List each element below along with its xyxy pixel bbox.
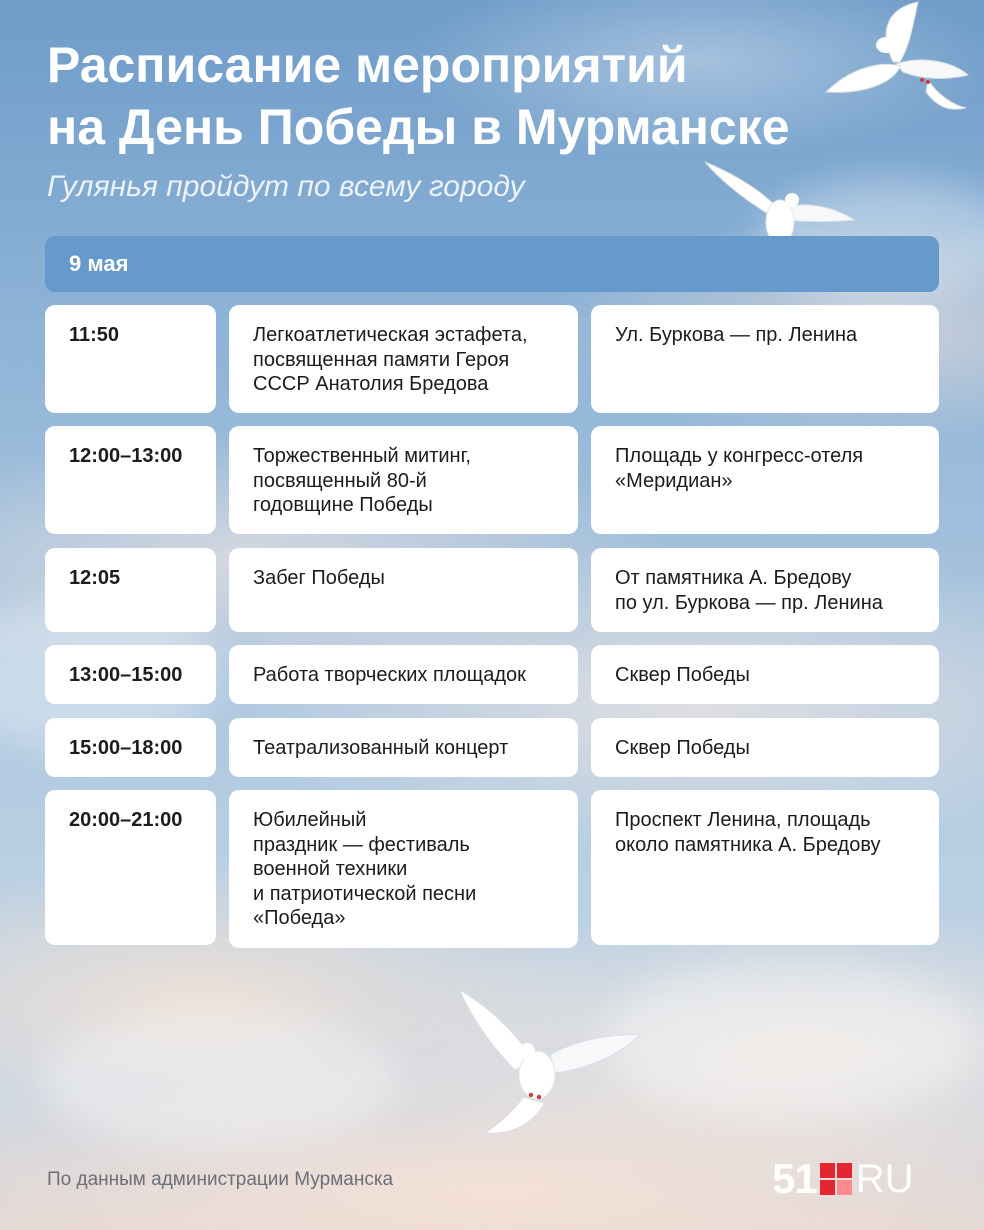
schedule-row [45, 548, 939, 632]
row-place: Площадь у конгресс-отеля «Меридиан» [591, 426, 939, 534]
logo-number: 51 [772, 1155, 817, 1202]
row-time: 20:00–21:00 [45, 790, 216, 945]
row-place: Сквер Победы [591, 718, 939, 777]
row-event: Театрализованный концерт [229, 718, 578, 777]
title-line: Расписание мероприятий [47, 37, 688, 93]
row-event: Легкоатлетическая эстафета, посвященная памяти Героя СССР Анатолия Бредова [229, 305, 578, 413]
dove-icon [818, 0, 973, 115]
page-title [47, 34, 790, 158]
schedule-row [45, 426, 939, 534]
schedule-row [45, 718, 939, 777]
day-header: 9 мая [45, 236, 939, 292]
logo-suffix: RU [855, 1156, 914, 1201]
cloud-decoration [40, 1010, 400, 1150]
schedule-row [45, 790, 939, 948]
row-event: Торжественный митинг, посвященный 80-й годовщине Победы [229, 426, 578, 534]
row-event: Работа творческих площадок [229, 645, 578, 704]
row-event: Юбилейный праздник — фестиваль военной техники и патриотической песни «Победа» [229, 790, 578, 948]
source-note: По данным администрации Мурманска [47, 1169, 394, 1190]
row-place: От памятника А. Бредову по ул. Буркова — пр. Ленина [591, 548, 939, 632]
row-time: 15:00–18:00 [45, 718, 216, 777]
row-time: 13:00–15:00 [45, 645, 216, 704]
logo-mark-icon [820, 1163, 852, 1195]
row-time: 11:50 [45, 305, 216, 413]
row-time: 12:00–13:00 [45, 426, 216, 534]
row-time: 12:05 [45, 548, 216, 632]
site-logo[interactable] [772, 1157, 914, 1201]
row-event: Забег Победы [229, 548, 578, 632]
page-subtitle: Гулянья пройдут по всему городу [47, 170, 525, 203]
title-line: на День Победы в Мурманске [47, 99, 790, 155]
row-place: Проспект Ленина, площадь около памятника А. Бредову [591, 790, 939, 945]
row-place: Ул. Буркова — пр. Ленина [591, 305, 939, 413]
schedule-row [45, 645, 939, 704]
schedule-row [45, 305, 939, 413]
cloud-decoration [600, 960, 980, 1120]
row-place: Сквер Победы [591, 645, 939, 704]
dove-icon [455, 985, 645, 1140]
